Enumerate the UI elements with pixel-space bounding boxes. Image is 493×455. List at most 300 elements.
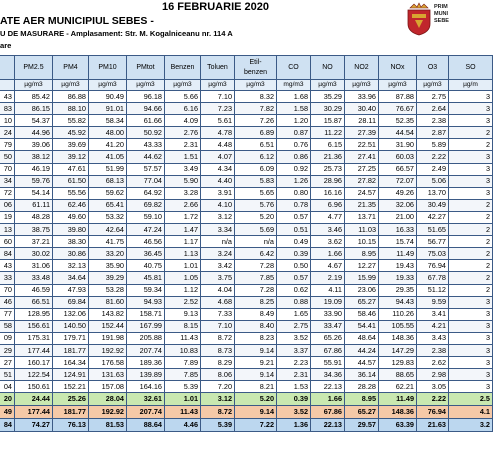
table-cell: 147.29 xyxy=(379,344,417,356)
table-cell: 2.5 xyxy=(449,393,493,406)
table-cell: 39.80 xyxy=(53,224,89,236)
table-cell: 47.61 xyxy=(53,163,89,175)
table-cell: 150.61 xyxy=(15,381,53,393)
table-cell: 58.46 xyxy=(345,308,379,320)
table-cell: 181.77 xyxy=(53,406,89,419)
table-cell: 0.92 xyxy=(277,163,311,175)
table-cell: 49 xyxy=(0,406,15,419)
table-row xyxy=(0,224,493,236)
table-cell: 3 xyxy=(449,296,493,308)
table-cell: 48.64 xyxy=(345,332,379,344)
table-cell: 30.86 xyxy=(53,248,89,260)
unit-header: µg/m3 xyxy=(201,80,235,91)
table-cell: 67.86 xyxy=(311,344,345,356)
table-row xyxy=(0,357,493,369)
table-cell: 4.04 xyxy=(201,284,235,296)
table-cell: 27.82 xyxy=(345,175,379,187)
crest-caption: PRIM MUNI SEBE xyxy=(434,4,449,24)
table-cell: 15.99 xyxy=(345,272,379,284)
table-cell: 53.28 xyxy=(89,284,127,296)
table-cell: 6.51 xyxy=(235,139,277,151)
table-cell: 5.89 xyxy=(417,139,449,151)
table-cell: 57.57 xyxy=(127,163,165,175)
table-cell: 0.76 xyxy=(277,139,311,151)
table-cell: 74.27 xyxy=(15,419,53,432)
table-cell: 54.37 xyxy=(15,115,53,127)
table-cell: 2.31 xyxy=(277,369,311,381)
unit-header: µg/m3 xyxy=(379,80,417,91)
table-cell: 43 xyxy=(0,91,15,103)
table-cell: 35.29 xyxy=(311,91,345,103)
table-cell: 12.27 xyxy=(345,260,379,272)
table-cell: 9.21 xyxy=(235,357,277,369)
table-cell: 177.44 xyxy=(15,344,53,356)
table-cell: 8.15 xyxy=(165,320,201,332)
table-cell: 52.35 xyxy=(379,115,417,127)
table-cell: 6.96 xyxy=(311,199,345,211)
table-cell: 15.87 xyxy=(311,115,345,127)
table-cell: 3.37 xyxy=(277,344,311,356)
table-cell: 33.96 xyxy=(345,91,379,103)
table-cell: 3 xyxy=(449,344,493,356)
table-cell: 3.75 xyxy=(201,272,235,284)
table-cell: 192.92 xyxy=(89,406,127,419)
table-cell: 69.82 xyxy=(127,199,165,211)
table-cell: 06 xyxy=(0,199,15,211)
table-cell: 48.00 xyxy=(89,127,127,139)
table-cell: 27 xyxy=(0,357,15,369)
table-row xyxy=(0,175,493,187)
table-cell: 156.61 xyxy=(15,320,53,332)
column-header: NO2 xyxy=(345,56,379,80)
table-cell: 2.98 xyxy=(417,369,449,381)
table-cell: 6.09 xyxy=(235,163,277,175)
table-cell: 2.38 xyxy=(417,115,449,127)
table-row xyxy=(0,151,493,163)
table-cell: 77 xyxy=(0,308,15,320)
table-cell: 28.11 xyxy=(345,115,379,127)
table-cell: 8.23 xyxy=(235,332,277,344)
table-cell: 5.83 xyxy=(235,175,277,187)
table-cell: 4.07 xyxy=(201,151,235,163)
table-cell: 15.74 xyxy=(379,236,417,248)
table-cell: 7.10 xyxy=(201,320,235,332)
air-quality-table xyxy=(0,55,493,432)
table-cell: 7.82 xyxy=(235,103,277,115)
table-cell: 64.92 xyxy=(127,187,165,199)
table-cell: 7.10 xyxy=(201,91,235,103)
table-cell: 11.49 xyxy=(379,248,417,260)
table-cell: 7.23 xyxy=(201,103,235,115)
column-header: Benzen xyxy=(165,56,201,80)
table-cell: 3 xyxy=(449,115,493,127)
table-cell: 2.62 xyxy=(417,357,449,369)
table-cell: 94.66 xyxy=(127,103,165,115)
station-location: U DE MASURARE - Amplasament: Str. M. Kogalniceanu nr. 114 A xyxy=(0,29,233,38)
table-cell: 11.03 xyxy=(345,224,379,236)
table-cell: 33.48 xyxy=(15,272,53,284)
column-header: NO xyxy=(311,56,345,80)
table-cell: 59.62 xyxy=(89,187,127,199)
table-cell: 53.32 xyxy=(89,211,127,223)
table-cell: 8.95 xyxy=(345,248,379,260)
table-cell: 164.34 xyxy=(53,357,89,369)
table-cell: 45.92 xyxy=(53,127,89,139)
table-cell: 2 xyxy=(449,199,493,211)
table-cell: 2.87 xyxy=(417,127,449,139)
table-cell: 46.19 xyxy=(15,163,53,175)
table-cell: 0.50 xyxy=(277,260,311,272)
table-cell: 9.59 xyxy=(417,296,449,308)
table-cell: 181.77 xyxy=(53,344,89,356)
table-cell: 8.21 xyxy=(235,381,277,393)
table-cell: 175.31 xyxy=(15,332,53,344)
table-cell: 60 xyxy=(0,236,15,248)
table-cell: 72.07 xyxy=(379,175,417,187)
report-date: 16 FEBRUARIE 2020 xyxy=(162,1,269,13)
table-cell: 2.49 xyxy=(417,163,449,175)
table-cell: 31.90 xyxy=(379,139,417,151)
table-cell: 2.75 xyxy=(417,91,449,103)
table-cell: 3.34 xyxy=(201,224,235,236)
table-cell: 2 xyxy=(449,127,493,139)
table-cell: 3 xyxy=(449,320,493,332)
table-cell: 7.89 xyxy=(165,357,201,369)
table-cell: 5.06 xyxy=(417,175,449,187)
table-cell: 0.88 xyxy=(277,296,311,308)
table-cell: 2.76 xyxy=(165,127,201,139)
table-cell: 42.64 xyxy=(89,224,127,236)
table-cell: 7.33 xyxy=(201,308,235,320)
table-cell: 19.43 xyxy=(379,260,417,272)
table-cell: 177.44 xyxy=(15,406,53,419)
table-cell: 7.85 xyxy=(165,369,201,381)
table-cell: 158.71 xyxy=(127,308,165,320)
table-cell: 94.93 xyxy=(127,296,165,308)
table-cell: 0.57 xyxy=(277,272,311,284)
table-cell: 7.26 xyxy=(235,115,277,127)
table-cell: 33.90 xyxy=(311,308,345,320)
table-cell: 3 xyxy=(449,103,493,115)
table-cell: 152.21 xyxy=(53,381,89,393)
table-cell: 56.77 xyxy=(417,236,449,248)
table-cell: 8.40 xyxy=(235,320,277,332)
table-cell: 88.10 xyxy=(53,103,89,115)
table-cell: 40.75 xyxy=(127,260,165,272)
table-row xyxy=(0,248,493,260)
table-cell: 3.49 xyxy=(165,163,201,175)
table-cell: 3.62 xyxy=(311,236,345,248)
table-cell: 2 xyxy=(449,260,493,272)
table-cell: 0.80 xyxy=(277,187,311,199)
table-cell: 1.65 xyxy=(277,308,311,320)
table-cell: 8.72 xyxy=(201,332,235,344)
table-cell: 2.22 xyxy=(417,393,449,406)
table-cell: 3.12 xyxy=(201,393,235,406)
table-cell: 139.89 xyxy=(127,369,165,381)
table-cell: 1.66 xyxy=(311,248,345,260)
table-cell: 3 xyxy=(449,357,493,369)
table-cell: 5.61 xyxy=(201,115,235,127)
table-cell: 9.13 xyxy=(165,308,201,320)
table-cell: 65.26 xyxy=(311,332,345,344)
table-cell: 2.66 xyxy=(165,199,201,211)
table-cell: 1.53 xyxy=(277,381,311,393)
table-cell: 4.40 xyxy=(201,175,235,187)
table-cell: 55.56 xyxy=(53,187,89,199)
table-cell: 09 xyxy=(0,332,15,344)
table-cell: 67.86 xyxy=(311,406,345,419)
table-cell: 51.65 xyxy=(417,224,449,236)
table-row xyxy=(0,187,493,199)
table-cell: 3.91 xyxy=(201,187,235,199)
table-cell: 152.44 xyxy=(89,320,127,332)
table-cell: 105.55 xyxy=(379,320,417,332)
table-row xyxy=(0,260,493,272)
table-cell: 8.72 xyxy=(201,406,235,419)
unit-header: µg/m3 xyxy=(53,80,89,91)
table-cell: 0.57 xyxy=(277,211,311,223)
table-cell: 16.16 xyxy=(311,187,345,199)
table-cell: 5.39 xyxy=(201,419,235,432)
table-row xyxy=(0,139,493,151)
table-cell: 11.49 xyxy=(379,393,417,406)
unit-header: µg/m3 xyxy=(235,80,277,91)
table-cell: 94.43 xyxy=(379,296,417,308)
table-cell: 68.13 xyxy=(89,175,127,187)
table-row xyxy=(0,236,493,248)
table-cell: 46 xyxy=(0,296,15,308)
table-cell: 179.71 xyxy=(53,332,89,344)
table-cell: 29.57 xyxy=(345,419,379,432)
table-cell: 2 xyxy=(449,139,493,151)
table-cell: 140.50 xyxy=(53,320,89,332)
table-cell: 33.47 xyxy=(311,320,345,332)
table-cell: 28.28 xyxy=(345,381,379,393)
unit-header: µg/m3 xyxy=(417,80,449,91)
table-cell: 20 xyxy=(0,393,15,406)
table-cell: 7.28 xyxy=(235,284,277,296)
table-cell: 1.66 xyxy=(311,393,345,406)
table-cell: 10.15 xyxy=(345,236,379,248)
table-cell: 2.31 xyxy=(165,139,201,151)
table-cell: 21.36 xyxy=(311,151,345,163)
table-cell: 47.93 xyxy=(53,284,89,296)
unit-header: µg/m3 xyxy=(165,80,201,91)
table-cell: 21.35 xyxy=(345,199,379,211)
table-cell: 2 xyxy=(449,248,493,260)
table-cell: 51.99 xyxy=(89,163,127,175)
table-cell: 0.39 xyxy=(277,393,311,406)
table-cell: 2 xyxy=(449,224,493,236)
table-cell: 207.74 xyxy=(127,344,165,356)
table-cell: 3 xyxy=(449,187,493,199)
table-cell: 30.02 xyxy=(15,248,53,260)
table-cell: 25.73 xyxy=(311,163,345,175)
table-cell: 1.05 xyxy=(165,272,201,284)
table-cell: 2 xyxy=(449,272,493,284)
table-row xyxy=(0,211,493,223)
table-row xyxy=(0,103,493,115)
table-cell: 143.82 xyxy=(89,308,127,320)
table-row xyxy=(0,308,493,320)
table-cell: 2.75 xyxy=(277,320,311,332)
table-cell: 1.01 xyxy=(165,393,201,406)
table-cell: 96.18 xyxy=(127,91,165,103)
table-cell: 39.69 xyxy=(53,139,89,151)
column-header: PM10 xyxy=(89,56,127,80)
table-cell: 1.68 xyxy=(277,91,311,103)
table-cell: 70 xyxy=(0,163,15,175)
table-cell: 70 xyxy=(0,284,15,296)
table-cell: 1.26 xyxy=(277,175,311,187)
table-cell: 11.43 xyxy=(165,332,201,344)
table-cell: 34.36 xyxy=(311,369,345,381)
table-cell: 62.21 xyxy=(379,381,417,393)
table-cell: 148.36 xyxy=(379,406,417,419)
table-cell: 11.22 xyxy=(311,127,345,139)
table-cell: 1.20 xyxy=(277,115,311,127)
table-cell: 58 xyxy=(0,320,15,332)
table-cell: 45.81 xyxy=(127,272,165,284)
table-row xyxy=(0,127,493,139)
table-cell: 132.06 xyxy=(53,308,89,320)
table-cell: 3 xyxy=(449,332,493,344)
table-cell: 75.03 xyxy=(417,248,449,260)
table-cell: 0.39 xyxy=(277,248,311,260)
table-cell: 0.62 xyxy=(277,284,311,296)
table-cell: 76.13 xyxy=(53,419,89,432)
table-cell: 205.88 xyxy=(127,332,165,344)
column-header: PM4 xyxy=(53,56,89,80)
table-cell: 3 xyxy=(449,381,493,393)
table-cell: 38.12 xyxy=(15,151,53,163)
table-cell: 34 xyxy=(0,175,15,187)
table-cell: 67.78 xyxy=(417,272,449,284)
table-cell: 2.23 xyxy=(277,357,311,369)
column-header: SO xyxy=(449,56,493,80)
table-cell: 24 xyxy=(0,127,15,139)
table-cell: 54.14 xyxy=(15,187,53,199)
table-cell: 2 xyxy=(449,236,493,248)
table-cell: 1.36 xyxy=(277,419,311,432)
table-cell: 30.29 xyxy=(311,103,345,115)
table-cell: 76.94 xyxy=(417,260,449,272)
table-cell: 44.57 xyxy=(345,357,379,369)
table-cell: 148.36 xyxy=(379,332,417,344)
table-body xyxy=(0,91,493,432)
table-cell: 2 xyxy=(449,211,493,223)
table-cell: 5.69 xyxy=(235,224,277,236)
table-cell: 28.96 xyxy=(311,175,345,187)
table-cell: 6.42 xyxy=(235,248,277,260)
table-cell: 36.14 xyxy=(345,369,379,381)
table-cell: 58.34 xyxy=(89,115,127,127)
table-cell: 32.06 xyxy=(379,199,417,211)
table-cell: 49.60 xyxy=(53,211,89,223)
table-cell: 8.95 xyxy=(345,393,379,406)
column-header: NOx xyxy=(379,56,417,80)
table-cell: 32.61 xyxy=(127,393,165,406)
unit-header: µg/m3 xyxy=(311,80,345,91)
table-cell: 59.76 xyxy=(15,175,53,187)
table-cell: 46.59 xyxy=(15,284,53,296)
table-cell: 3.42 xyxy=(201,260,235,272)
table-cell: 27.25 xyxy=(345,163,379,175)
table-cell: 77.04 xyxy=(127,175,165,187)
table-cell: 7.22 xyxy=(235,419,277,432)
table-cell: 128.95 xyxy=(15,308,53,320)
table-cell: 2.19 xyxy=(311,272,345,284)
table-cell: 4.78 xyxy=(201,127,235,139)
table-cell: 39.06 xyxy=(15,139,53,151)
station-label-fragment: are xyxy=(0,41,12,50)
table-cell: 84 xyxy=(0,248,15,260)
table-cell: 9.14 xyxy=(235,406,277,419)
table-cell: 8.32 xyxy=(235,91,277,103)
minimum-row xyxy=(0,393,493,406)
table-cell: 48.28 xyxy=(15,211,53,223)
table-row xyxy=(0,344,493,356)
table-cell: 46.56 xyxy=(127,236,165,248)
table-cell: 51.12 xyxy=(417,284,449,296)
unit-header: µg/m3 xyxy=(89,80,127,91)
unit-header: mg/m3 xyxy=(277,80,311,91)
average-row xyxy=(0,419,493,432)
table-cell: 41.20 xyxy=(89,139,127,151)
table-row xyxy=(0,296,493,308)
table-cell: 8.73 xyxy=(201,344,235,356)
column-header-row xyxy=(0,56,493,80)
table-cell: 5.66 xyxy=(165,91,201,103)
table-cell: 44.62 xyxy=(127,151,165,163)
table-cell: 22.13 xyxy=(311,381,345,393)
table-cell: 3 xyxy=(449,308,493,320)
table-row xyxy=(0,381,493,393)
unit-header: µg/m3 xyxy=(15,80,53,91)
table-cell: 4.1 xyxy=(449,406,493,419)
table-cell: 39.12 xyxy=(53,151,89,163)
table-cell: 3.05 xyxy=(417,381,449,393)
table-cell: n/a xyxy=(201,236,235,248)
table-cell: 24.57 xyxy=(345,187,379,199)
table-cell: 41.05 xyxy=(89,151,127,163)
table-cell: 129.83 xyxy=(379,357,417,369)
table-cell: 49.26 xyxy=(379,187,417,199)
table-row xyxy=(0,332,493,344)
table-row xyxy=(0,369,493,381)
column-header: O3 xyxy=(417,56,449,80)
table-cell: 29.35 xyxy=(379,284,417,296)
table-cell: 50.92 xyxy=(127,127,165,139)
table-cell: 131.63 xyxy=(89,369,127,381)
table-row xyxy=(0,199,493,211)
table-cell: 54.41 xyxy=(345,320,379,332)
table-cell: 19 xyxy=(0,211,15,223)
table-cell: 33 xyxy=(0,272,15,284)
city-crest-icon xyxy=(406,2,432,36)
table-cell: 22.51 xyxy=(345,139,379,151)
table-cell: 21.00 xyxy=(379,211,417,223)
table-cell: 6.89 xyxy=(235,127,277,139)
table-cell: 61.66 xyxy=(127,115,165,127)
table-cell: 2.52 xyxy=(165,296,201,308)
table-cell: 81.60 xyxy=(89,296,127,308)
table-cell: 3.12 xyxy=(201,211,235,223)
table-cell: 47.24 xyxy=(127,224,165,236)
table-cell: 35.90 xyxy=(89,260,127,272)
table-cell: 176.58 xyxy=(89,357,127,369)
